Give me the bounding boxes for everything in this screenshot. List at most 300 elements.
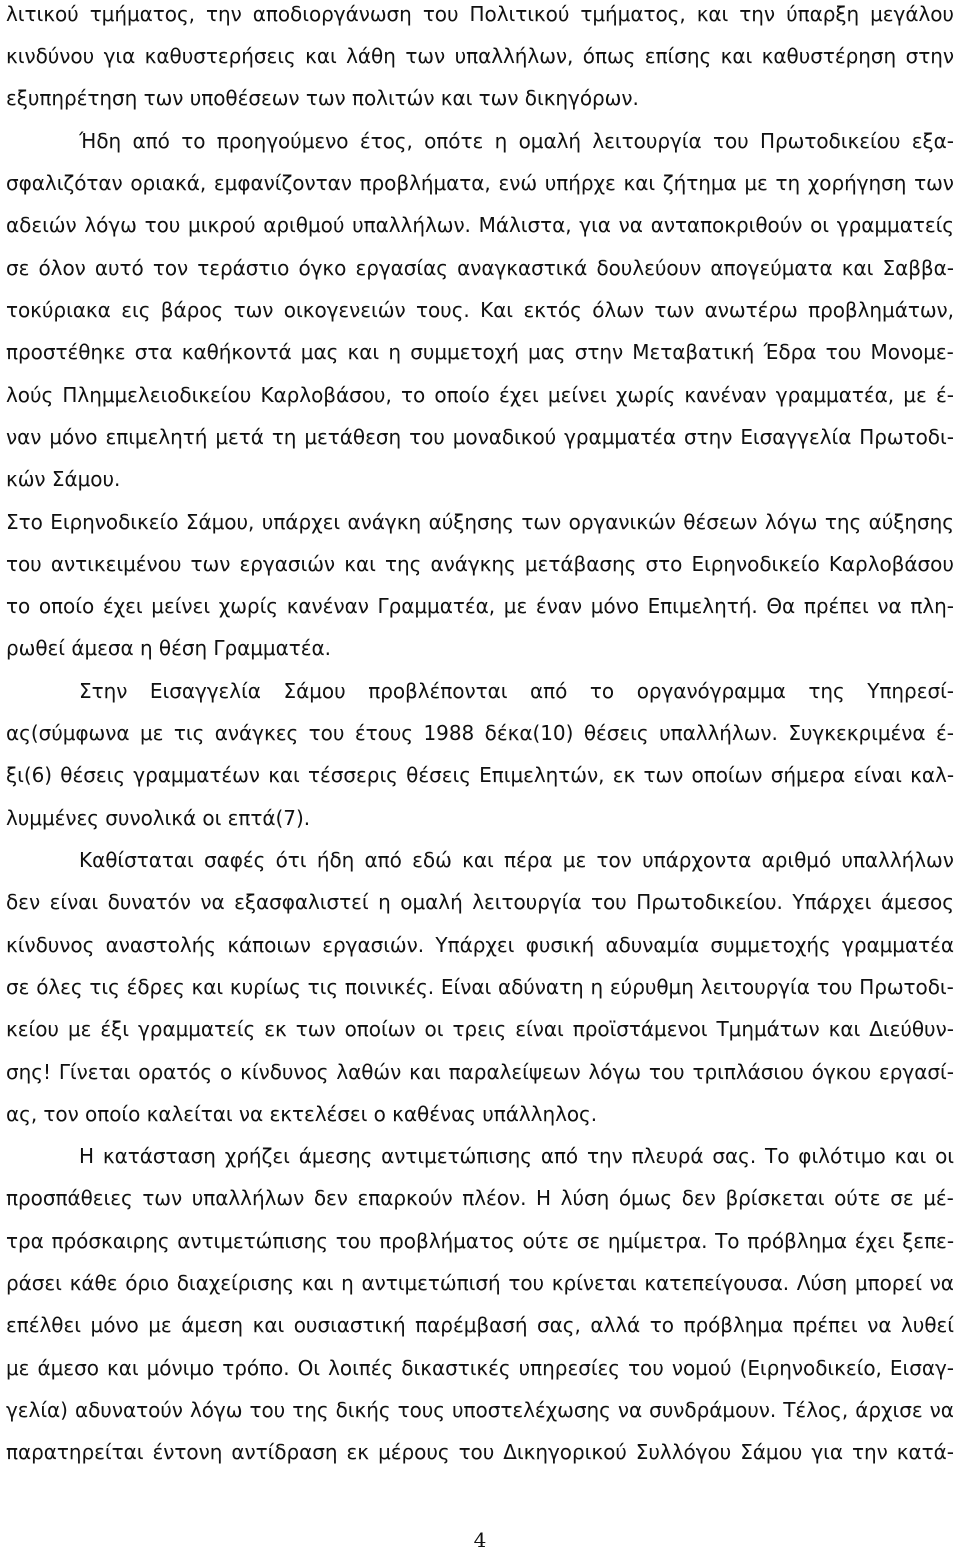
word: Δικηγορικού bbox=[503, 1440, 627, 1464]
word: στο bbox=[645, 552, 683, 576]
word: (Ειρηνοδικείο, bbox=[739, 1356, 882, 1380]
word: για bbox=[103, 44, 136, 68]
word: είναι bbox=[515, 1017, 564, 1041]
word: Συγκεκριμένα bbox=[788, 721, 926, 745]
word: φυσική bbox=[525, 933, 595, 957]
word: διαχείρισης bbox=[176, 1271, 295, 1295]
word: ήδη bbox=[316, 848, 355, 872]
word: δεν bbox=[6, 890, 41, 914]
word: δυνατόν bbox=[107, 890, 191, 914]
word: Σάμου, bbox=[185, 510, 255, 534]
text-line: ρωθεί άμεσα η θέση Γραμματέα. bbox=[6, 636, 331, 660]
word: κίνδυνος bbox=[6, 933, 95, 957]
word: άμεσο bbox=[37, 1356, 99, 1380]
word: στα bbox=[134, 340, 173, 364]
text-line bbox=[6, 977, 954, 997]
text-line bbox=[6, 1188, 954, 1208]
word: εργασιών. bbox=[322, 933, 425, 957]
word: Γραμματέα, bbox=[377, 594, 496, 618]
word: πλέον. bbox=[462, 1186, 527, 1210]
word: όπως bbox=[582, 44, 636, 68]
word: έ- bbox=[936, 721, 954, 745]
word: υπαλλήλων, bbox=[454, 44, 574, 68]
word: εξασφαλιστεί bbox=[234, 890, 369, 914]
word: αναστολής bbox=[105, 933, 216, 957]
word: μικρού bbox=[188, 213, 256, 237]
word: πέρα bbox=[503, 848, 553, 872]
text-line bbox=[6, 1442, 954, 1462]
word: αποδιοργάνωση bbox=[252, 2, 412, 26]
word: παρέμβασή bbox=[415, 1313, 528, 1337]
word: σφαλιζόταν bbox=[6, 171, 123, 195]
word: αντιμετώπισης bbox=[381, 1144, 532, 1168]
word: τρόπο. bbox=[222, 1356, 290, 1380]
word: την bbox=[739, 2, 776, 26]
word: αριθμό bbox=[761, 848, 832, 872]
text-line: κών Σάμου. bbox=[6, 467, 121, 491]
word: εργασί- bbox=[879, 1060, 954, 1084]
word: του bbox=[816, 975, 853, 999]
word: ουσιαστική bbox=[293, 1313, 406, 1337]
word: λόγω bbox=[84, 213, 137, 237]
word: εκ bbox=[612, 763, 636, 787]
word: Υπηρεσί- bbox=[867, 679, 954, 703]
word: και bbox=[252, 1313, 285, 1337]
text-line bbox=[6, 723, 954, 743]
text-line bbox=[6, 215, 954, 235]
word: τον bbox=[596, 848, 632, 872]
word: οργανικών bbox=[568, 510, 676, 534]
word: βάρος bbox=[160, 298, 224, 322]
text-line bbox=[6, 4, 954, 24]
word: καθυστερήσεις bbox=[144, 44, 296, 68]
word: ανάγκες bbox=[214, 721, 299, 745]
word: χορήγηση bbox=[807, 171, 907, 195]
word: τεράστιο bbox=[197, 256, 290, 280]
word: Έδρα bbox=[763, 340, 817, 364]
word: όριο bbox=[125, 1271, 169, 1295]
word: Γίνεται bbox=[58, 1060, 131, 1084]
word: χωρίς bbox=[615, 383, 676, 407]
word: και bbox=[305, 44, 337, 68]
word: λειτουργία bbox=[700, 975, 810, 999]
word: να bbox=[617, 1398, 643, 1422]
word: όμως bbox=[618, 1186, 673, 1210]
word: της bbox=[808, 679, 845, 703]
word: οποίων bbox=[344, 1017, 416, 1041]
word: εκ bbox=[346, 1440, 370, 1464]
word: ορατός bbox=[138, 1060, 213, 1084]
word: τρα bbox=[6, 1229, 44, 1253]
word: Υπάρχει bbox=[792, 890, 872, 914]
word: απογεύματα bbox=[710, 256, 833, 280]
word: μας bbox=[527, 340, 566, 364]
word: σαφές bbox=[203, 848, 266, 872]
word: και bbox=[623, 171, 656, 195]
word: έ- bbox=[935, 383, 954, 407]
word: αντιμετώπισης bbox=[177, 1229, 328, 1253]
word: η bbox=[388, 340, 401, 364]
word: παραλείψεων bbox=[448, 1060, 581, 1084]
word: κανέναν bbox=[286, 594, 369, 618]
word: δεν bbox=[313, 1186, 348, 1210]
word: λάθη bbox=[346, 44, 396, 68]
word: προβλέπονται bbox=[368, 679, 508, 703]
word: το bbox=[181, 129, 206, 153]
text-line bbox=[79, 1146, 954, 1166]
word: την bbox=[587, 1144, 623, 1168]
word: των bbox=[521, 510, 562, 534]
word: του bbox=[825, 340, 862, 364]
word: μόνο bbox=[90, 1313, 139, 1337]
word: και bbox=[828, 1017, 861, 1041]
word: όλον bbox=[38, 256, 86, 280]
word: των bbox=[914, 171, 954, 195]
page-number: 4 bbox=[473, 1528, 487, 1552]
word: εις bbox=[121, 298, 151, 322]
word: Καρλοβάσου, bbox=[260, 383, 392, 407]
word: να bbox=[618, 213, 643, 237]
word: η bbox=[378, 890, 391, 914]
text-line bbox=[6, 1315, 954, 1335]
word: εκ bbox=[264, 1017, 287, 1041]
word: Σάμου bbox=[740, 1440, 803, 1464]
text-line bbox=[6, 596, 954, 616]
word: και bbox=[347, 340, 380, 364]
word: το bbox=[589, 679, 615, 703]
word: και bbox=[720, 44, 753, 68]
word: Ειρηνοδικείο bbox=[50, 510, 179, 534]
word: το bbox=[6, 594, 31, 618]
text-line bbox=[6, 512, 954, 532]
word: Το bbox=[715, 1229, 740, 1253]
word: υπήρχε bbox=[544, 171, 616, 195]
text-line bbox=[6, 173, 954, 193]
word: κάθε bbox=[69, 1271, 118, 1295]
word: υπαλλήλων bbox=[841, 848, 954, 872]
word: του bbox=[648, 1060, 685, 1084]
word: γελία) bbox=[6, 1398, 68, 1422]
word: δεν bbox=[681, 1186, 716, 1210]
text-line bbox=[6, 1400, 954, 1420]
word: ανάγκη bbox=[347, 510, 422, 534]
word: δουλεύουν bbox=[596, 256, 702, 280]
word: και bbox=[301, 1271, 334, 1295]
word: έδρες bbox=[126, 975, 185, 999]
word: οι bbox=[935, 1144, 954, 1168]
word: μεγάλου bbox=[870, 2, 954, 26]
word: με bbox=[148, 1313, 172, 1337]
word: ο bbox=[220, 1060, 233, 1084]
word: Πολιτικού bbox=[469, 2, 570, 26]
word: αριθμού bbox=[263, 213, 345, 237]
word: πρέπει bbox=[792, 1313, 858, 1337]
word: σε bbox=[576, 1229, 601, 1253]
word: του bbox=[409, 425, 445, 449]
word: λούς bbox=[6, 383, 54, 407]
word: Και bbox=[480, 298, 514, 322]
text-line bbox=[6, 46, 954, 66]
word: οριακά, bbox=[130, 171, 207, 195]
word: του bbox=[591, 890, 627, 914]
word: κάποιων bbox=[227, 933, 311, 957]
word: όλων bbox=[592, 298, 645, 322]
word: του bbox=[508, 1271, 545, 1295]
word: του bbox=[6, 552, 42, 576]
word: ναν bbox=[6, 425, 42, 449]
word: ζήτημα bbox=[662, 171, 737, 195]
word: καθυστέρηση bbox=[761, 44, 897, 68]
word: λόγω bbox=[189, 1398, 243, 1422]
word: εκτός bbox=[523, 298, 582, 322]
word: επίσης bbox=[644, 44, 712, 68]
word: υπαλλήλων bbox=[191, 1186, 305, 1210]
word: Λύση bbox=[796, 1271, 848, 1295]
text-line bbox=[6, 258, 954, 278]
word: Οι bbox=[297, 1356, 321, 1380]
word: από bbox=[530, 679, 568, 703]
word: τριπλάσιου bbox=[692, 1060, 804, 1084]
word: μόνο bbox=[49, 425, 98, 449]
word: του bbox=[335, 1229, 372, 1253]
word: μέρους bbox=[378, 1440, 450, 1464]
text-line bbox=[6, 385, 954, 405]
word: προηγούμενο bbox=[216, 129, 349, 153]
word: τις bbox=[307, 975, 339, 999]
text-line bbox=[6, 765, 954, 785]
word: Η bbox=[79, 1144, 94, 1168]
word: μείνει bbox=[547, 383, 607, 407]
word: σας. bbox=[712, 1144, 757, 1168]
word: να bbox=[929, 1398, 954, 1422]
word: το bbox=[401, 383, 426, 407]
word: με bbox=[6, 1356, 30, 1380]
word: Εισαγγελία bbox=[740, 425, 852, 449]
word: Πρωτοδι- bbox=[859, 425, 954, 449]
word: αύξησης bbox=[868, 510, 954, 534]
word: για bbox=[811, 1440, 843, 1464]
word: του bbox=[308, 721, 345, 745]
word: κείου bbox=[6, 1017, 59, 1041]
text-line: ας, τον οποίο καλείται να εκτελέσει ο καθένας υπάλληλος. bbox=[6, 1102, 598, 1126]
word: επιμελητή bbox=[105, 425, 208, 449]
word: τους bbox=[397, 1398, 445, 1422]
word: λόγω bbox=[588, 1060, 641, 1084]
word: Πρωτοδικείου bbox=[760, 129, 901, 153]
word: των bbox=[654, 298, 695, 322]
word: ράσει bbox=[6, 1271, 62, 1295]
word: με bbox=[67, 1017, 92, 1041]
word: του bbox=[144, 213, 181, 237]
word: ύπαρξη bbox=[786, 2, 860, 26]
word: Σαββα- bbox=[882, 256, 954, 280]
word: οικογενειών bbox=[283, 298, 406, 322]
word: Το bbox=[765, 1144, 790, 1168]
word: των bbox=[233, 298, 274, 322]
word: τέσσερις bbox=[308, 763, 398, 787]
word: οργανόγραμμα bbox=[636, 679, 786, 703]
word: δέκα(10) bbox=[484, 721, 574, 745]
word: σήμερα bbox=[770, 763, 846, 787]
word: πρόβλημα bbox=[747, 1229, 847, 1253]
word: δικής bbox=[335, 1398, 391, 1422]
word: προβλημάτων, bbox=[808, 298, 954, 322]
word: Επιμελητή. bbox=[647, 594, 758, 618]
word: και bbox=[191, 975, 224, 999]
word: και bbox=[344, 552, 376, 576]
word: στην bbox=[574, 340, 624, 364]
word: των bbox=[142, 1186, 183, 1210]
word: αντίδραση bbox=[231, 1440, 338, 1464]
word: αυτό bbox=[94, 256, 144, 280]
word: τη bbox=[271, 425, 297, 449]
word: και bbox=[841, 256, 874, 280]
word: Σάμου bbox=[283, 679, 346, 703]
word: νομού bbox=[671, 1356, 732, 1380]
word: προϊστάμενοι bbox=[572, 1017, 708, 1041]
word: υπάρχει bbox=[261, 510, 341, 534]
word: αδυναμία bbox=[605, 933, 700, 957]
word: εργασιών bbox=[239, 552, 336, 576]
word: των bbox=[190, 552, 231, 576]
word: πρόσκαιρης bbox=[51, 1229, 170, 1253]
word: είναι bbox=[49, 890, 99, 914]
word: μπορεί bbox=[854, 1271, 922, 1295]
word: η bbox=[590, 975, 604, 999]
word: αδειών bbox=[6, 213, 77, 237]
word: από bbox=[364, 848, 402, 872]
word: τοκύριακα bbox=[6, 298, 111, 322]
word: εύρυθμη bbox=[609, 975, 694, 999]
word: Καρλοβάσου bbox=[828, 552, 954, 576]
word: άρχισε bbox=[855, 1398, 923, 1422]
word: κανέναν bbox=[684, 383, 767, 407]
word: μετάθεση bbox=[304, 425, 402, 449]
word: και bbox=[106, 1356, 139, 1380]
word: σης! bbox=[6, 1060, 51, 1084]
word: με bbox=[139, 721, 164, 745]
word: Μονομε- bbox=[870, 340, 954, 364]
word: υπάρχοντα bbox=[642, 848, 752, 872]
text-line bbox=[6, 892, 954, 912]
word: έχει bbox=[854, 1229, 895, 1253]
word: καλ- bbox=[910, 763, 954, 787]
word: άμεση bbox=[181, 1313, 244, 1337]
word: μοναδικού bbox=[452, 425, 557, 449]
word: μείνει bbox=[151, 594, 211, 618]
word: χρήζει bbox=[224, 1144, 290, 1168]
word: κυρίως bbox=[229, 975, 301, 999]
word: τρεις bbox=[452, 1017, 507, 1041]
word: στην bbox=[684, 425, 733, 449]
word: να bbox=[200, 890, 225, 914]
word: όλες bbox=[36, 975, 83, 999]
text-line bbox=[6, 1358, 954, 1378]
word: είναι bbox=[853, 763, 902, 787]
word: με bbox=[744, 171, 768, 195]
word: της bbox=[824, 510, 862, 534]
word: κατεπείγουσα. bbox=[644, 1271, 790, 1295]
word: πρόβλημα bbox=[683, 1313, 784, 1337]
word: μόνο bbox=[590, 594, 639, 618]
word: εδώ bbox=[412, 848, 452, 872]
word: συμμετοχής bbox=[710, 933, 831, 957]
word: αύξησης bbox=[428, 510, 514, 534]
word: πλη- bbox=[910, 594, 954, 618]
word: από bbox=[540, 1144, 579, 1168]
word: θέσεις bbox=[406, 763, 471, 787]
word: την bbox=[205, 2, 242, 26]
word: μας bbox=[300, 340, 339, 364]
word: συμμετοχή bbox=[410, 340, 519, 364]
word: Η bbox=[536, 1186, 552, 1210]
word: οποίο bbox=[38, 594, 95, 618]
word: και bbox=[268, 763, 300, 787]
word: σας, bbox=[537, 1313, 581, 1337]
word: έχει bbox=[102, 594, 143, 618]
word: Στο bbox=[6, 510, 43, 534]
word: βρίσκεται bbox=[725, 1186, 825, 1210]
word: λυθεί bbox=[901, 1313, 954, 1337]
word: ομαλή bbox=[400, 890, 463, 914]
word: κατάσταση bbox=[102, 1144, 216, 1168]
word: το bbox=[649, 1313, 674, 1337]
word: έξι bbox=[100, 1017, 129, 1041]
word: σε bbox=[890, 1186, 914, 1210]
word: πλευρά bbox=[631, 1144, 704, 1168]
word: τις bbox=[89, 975, 120, 999]
word: Πρωτοδι- bbox=[859, 975, 954, 999]
word: Εισαγγελία bbox=[149, 679, 261, 703]
word: με bbox=[562, 848, 587, 872]
word: τη bbox=[775, 171, 801, 195]
word: ούτε bbox=[522, 1229, 569, 1253]
word: υποστελέχωσης bbox=[452, 1398, 611, 1422]
word: γραμματέων bbox=[133, 763, 260, 787]
word: οι bbox=[424, 1017, 444, 1041]
word: και bbox=[462, 848, 494, 872]
word: έναν bbox=[535, 594, 583, 618]
word: από bbox=[132, 129, 170, 153]
word: υπηρεσίες bbox=[518, 1356, 620, 1380]
word: λόγω bbox=[764, 510, 818, 534]
word: ξεπε- bbox=[902, 1229, 954, 1253]
word: εξα- bbox=[911, 129, 954, 153]
word: του bbox=[249, 1398, 286, 1422]
word: ότι bbox=[275, 848, 307, 872]
word: άμεσης bbox=[298, 1144, 373, 1168]
word: ημίμετρα. bbox=[607, 1229, 708, 1253]
word: Ήδη bbox=[79, 129, 122, 153]
word: όγκο bbox=[298, 256, 347, 280]
word: Μάλιστα, bbox=[478, 213, 572, 237]
word: ομαλή bbox=[518, 129, 582, 153]
word: έχει bbox=[498, 383, 539, 407]
word: γραμματέα bbox=[564, 425, 677, 449]
word: ξι(6) bbox=[6, 763, 53, 787]
word: ανάγκης bbox=[430, 552, 516, 576]
word: άμεσος bbox=[880, 890, 954, 914]
word: μετάβασης bbox=[524, 552, 637, 576]
text-line bbox=[79, 681, 954, 701]
word: προβλήματος bbox=[379, 1229, 515, 1253]
word: πρέπει bbox=[803, 594, 869, 618]
word: Θα bbox=[766, 594, 796, 618]
text-line bbox=[6, 935, 954, 955]
word: αντιμετώπισή bbox=[361, 1271, 501, 1295]
word: του bbox=[422, 2, 459, 26]
word: υπαλλήλων. bbox=[352, 213, 471, 237]
